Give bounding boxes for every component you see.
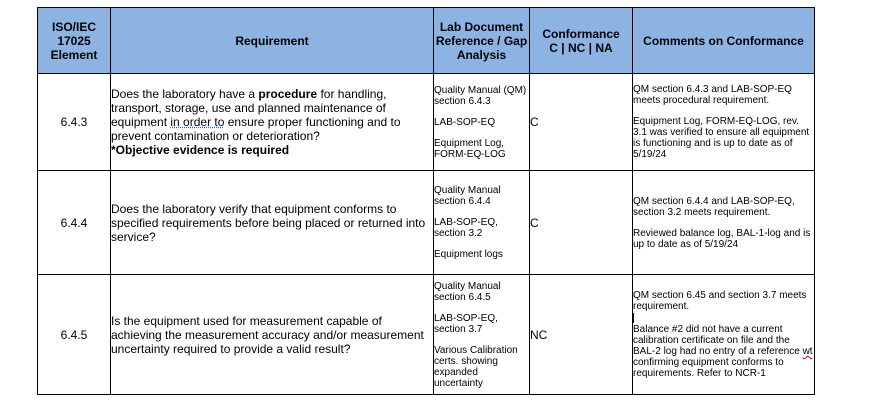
reference-line: Equipment logs [434,249,503,260]
conformance-table [37,7,815,395]
comments-cell[interactable] [633,275,815,395]
header-conformance [530,8,633,74]
reference-line: Various Calibration certs. showing expanded uncertainty [434,344,518,389]
conformance-cell: C [530,74,633,171]
header-comments: Comments on Conformance [633,8,815,74]
reference-line: LAB-SOP-EQ [434,116,496,128]
reference-cell [434,275,530,395]
element-cell: 6.4.5 [38,275,111,395]
header-row [38,8,815,74]
requirement-cell: Is the equipment used for measurement capable of achieving the measurement accuracy and/or measurement uncertainty required to provide a valid result? [111,275,434,395]
comment-paragraph: Equipment Log, FORM-EQ-LOG, rev. 3.1 was verified to ensure all equipment is functioning and is up to date as of 5/19/24 [633,116,810,160]
header-conformance-title: Conformance [542,26,620,41]
table-row [38,171,815,275]
requirement-emphasis: procedure [258,87,318,101]
requirement-cell [111,74,434,171]
element-cell: 6.4.4 [38,171,111,275]
comment-paragraph: QM section 6.45 and section 3.7 meets requirement. [633,290,807,312]
comment-text: confirming equipment conforms to requirements. Refer to NCR-1 [633,357,784,379]
requirement-underlined: in order to [170,115,225,129]
requirement-cell: Does the laboratory verify that equipment conforms to specified requirements before being placed or returned into service? [111,171,434,275]
conformance-cell: NC [530,275,633,395]
reference-line: LAB-SOP-EQ, section 3.7 [434,312,498,335]
header-element: ISO/IEC 17025 Element [38,8,111,74]
reference-line: LAB-SOP-EQ, section 3.2 [434,217,498,239]
comment-paragraph: QM section 6.4.3 and LAB-SOP-EQ meets procedural requirement. [633,84,792,106]
header-requirement: Requirement [111,8,434,74]
spellcheck-flagged-word: wt [802,346,813,357]
objective-evidence-note: *Objective evidence is required [111,143,290,157]
reference-line: Quality Manual section 6.4.4 [434,185,501,207]
comment-paragraph: Reviewed balance log, BAL-1-log and is up to date as of 5/19/24 [633,227,811,250]
reference-line: Quality Manual section 6.4.5 [434,280,501,303]
reference-line: Equipment Log, FORM-EQ-LOG [434,137,506,160]
comments-cell [633,74,815,171]
requirement-text: Does the laboratory have a [111,87,259,101]
table-row [38,74,815,171]
reference-cell [434,74,530,171]
reference-cell [434,171,530,275]
comments-cell [633,171,815,275]
element-cell: 6.4.3 [38,74,111,171]
comment-paragraph [633,324,814,379]
comment-paragraph: QM section 6.4.4 and LAB-SOP-EQ, section 3.2 meets requirement. [633,195,795,218]
header-conformance-codes: C | NC | NA [549,40,613,55]
comment-text: Balance #2 did not have a current calibration certificate on file and the BAL-2 log had no entry of a reference [633,324,803,357]
text-cursor [633,313,634,323]
conformance-cell: C [530,171,633,275]
requirement-text: ensure proper functioning and to prevent contamination or deterioration? [111,115,401,143]
table-row [38,275,815,395]
requirement-text: for handling, transport, storage, use and planned maintenance of equipment [111,87,387,129]
reference-line: Quality Manual (QM) section 6.4.3 [434,84,527,107]
header-reference: Lab Document Reference / Gap Analysis [434,8,530,74]
